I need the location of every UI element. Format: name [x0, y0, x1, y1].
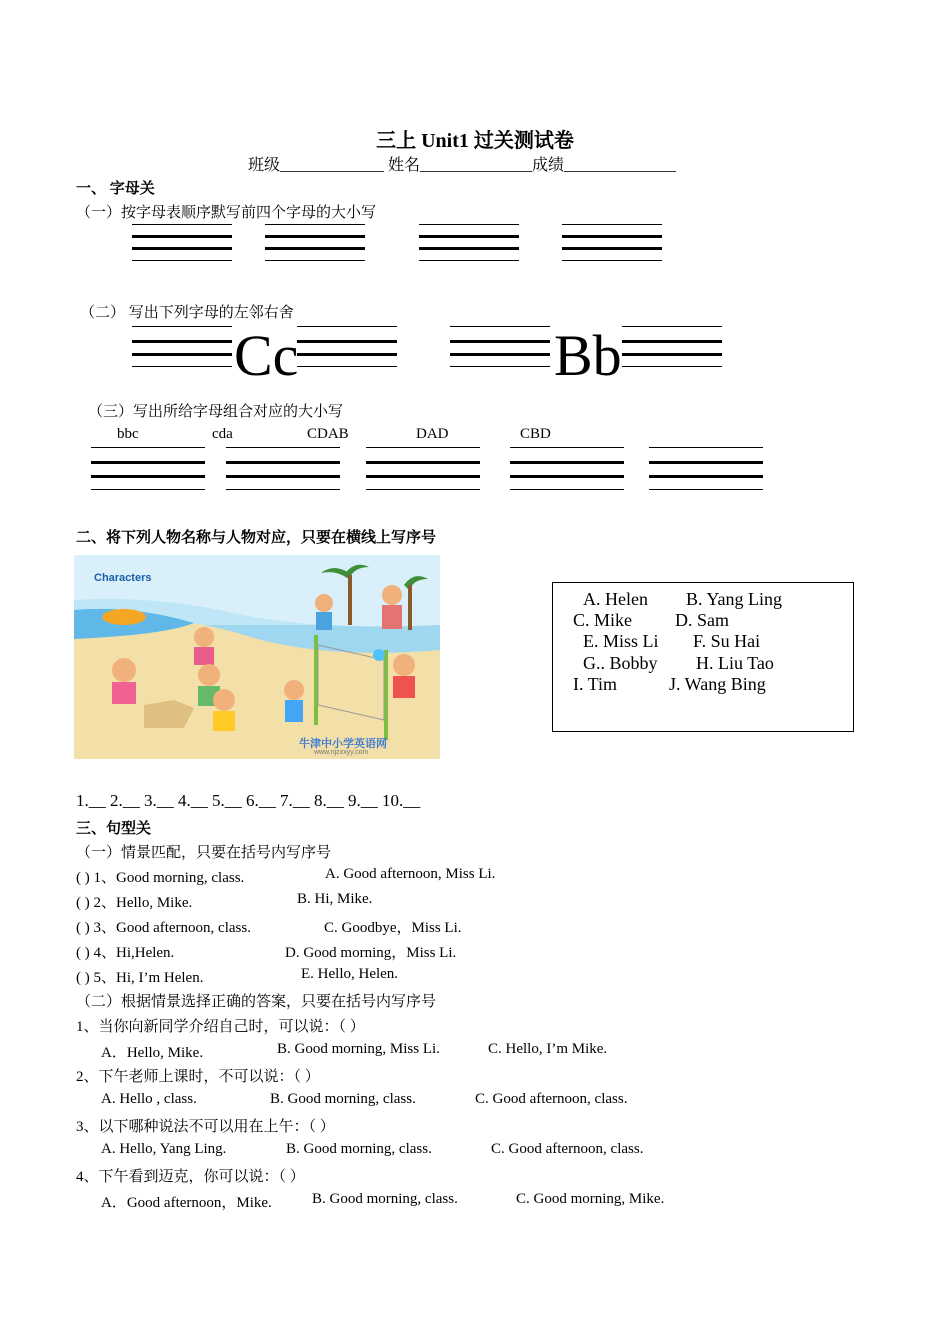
- q1-option-c: C. Hello, I’m Mike.: [488, 1041, 608, 1057]
- match-q5: ( ) 5、Hi, I’m Helen.: [76, 970, 204, 986]
- section3-title: 三、句型关: [76, 821, 152, 837]
- name-b: B. Yang Ling: [686, 589, 783, 609]
- combo-3: CDAB: [307, 426, 349, 442]
- answer-blanks: 1.__ 2.__ 3.__ 4.__ 5.__ 6.__ 7.__ 8.__ 9.__ 10.__: [76, 791, 421, 810]
- q2-option-b: B. Good morning, class.: [270, 1091, 416, 1107]
- match-a4: D. Good morning，Miss Li.: [285, 945, 457, 961]
- name-c: C. Mike: [573, 610, 633, 630]
- letter-cc: Cc: [234, 323, 299, 388]
- question-1: 1、当你向新同学介绍自己时，可以说：（ ）: [76, 1019, 365, 1035]
- q2-option-c: C. Good afternoon, class.: [475, 1091, 628, 1107]
- picture-watermark: 牛津中小学英语网: [299, 738, 387, 750]
- q1-option-b: B. Good morning, Miss Li.: [277, 1041, 440, 1057]
- match-q1: ( ) 1、Good morning, class.: [76, 870, 245, 886]
- names-box: [552, 582, 854, 732]
- class-blank: _____________: [280, 157, 385, 174]
- name-i: I. Tim: [573, 674, 618, 694]
- q4-option-a: A．Good afternoon，Mike.: [101, 1195, 272, 1211]
- q4-option-b: B. Good morning, class.: [312, 1191, 458, 1207]
- letter-bb: Bb: [554, 323, 622, 388]
- q3-option-c: C. Good afternoon, class.: [491, 1141, 644, 1157]
- match-a5: E. Hello, Helen.: [301, 966, 399, 982]
- match-q3: ( ) 3、Good afternoon, class.: [76, 920, 251, 936]
- name-a: A. Helen: [583, 589, 648, 609]
- q4-option-c: C. Good morning, Mike.: [516, 1191, 665, 1207]
- question-4: 4、下午看到迈克，你可以说：（ ）: [76, 1169, 305, 1185]
- beach-scene-illustration: [74, 555, 440, 759]
- section1-title: 一、 字母关: [76, 181, 155, 197]
- q3-option-b: B. Good morning, class.: [286, 1141, 432, 1157]
- combo-2: cda: [212, 426, 233, 442]
- name-e: E. Miss Li: [583, 631, 659, 651]
- name-f: F. Su Hai: [693, 631, 761, 651]
- name-blank: ______________: [420, 157, 533, 174]
- q3-option-a: A. Hello, Yang Ling.: [101, 1141, 227, 1157]
- section3-part1: （一）情景匹配，只要在括号内写序号: [76, 845, 332, 861]
- name-h: H. Liu Tao: [696, 653, 774, 673]
- question-3: 3、以下哪种说法不可以用在上午：（ ）: [76, 1119, 335, 1135]
- name-j: J. Wang Bing: [669, 674, 766, 694]
- score-label: 成绩: [532, 157, 565, 174]
- section3-part2: （二）根据情景选择正确的答案，只要在括号内写序号: [76, 994, 437, 1010]
- combo-5: CBD: [520, 426, 551, 442]
- characters-picture: [74, 555, 440, 759]
- combo-1: bbc: [117, 426, 139, 442]
- q2-option-a: A. Hello , class.: [101, 1091, 197, 1107]
- header-line: [248, 152, 676, 175]
- picture-label: Characters: [94, 572, 152, 584]
- page-title: 三上 Unit1 过关测试卷: [376, 130, 574, 152]
- name-label: 姓名: [388, 157, 421, 174]
- class-label: 班级: [248, 157, 281, 174]
- q1-option-a: A．Hello, Mike.: [101, 1045, 204, 1061]
- question-2: 2、下午老师上课时，不可以说：（ ）: [76, 1069, 320, 1085]
- match-q4: ( ) 4、Hi,Helen.: [76, 945, 175, 961]
- combo-4: DAD: [416, 426, 449, 442]
- match-a1: A. Good afternoon, Miss Li.: [325, 866, 496, 882]
- name-g: G.. Bobby: [583, 653, 658, 673]
- match-a2: B. Hi, Mike.: [297, 891, 373, 907]
- section1-part1: （一）按字母表顺序默写前四个字母的大小写: [76, 205, 377, 221]
- section2-title: 二、将下列人物名称与人物对应，只要在横线上写序号: [76, 530, 437, 546]
- section1-part2: （二） 写出下列字母的左邻右舍: [80, 305, 294, 321]
- score-blank: ______________: [564, 157, 677, 174]
- name-d: D. Sam: [675, 610, 729, 630]
- picture-watermark-url: www.njzxxyy.com: [314, 749, 369, 756]
- match-q2: ( ) 2、Hello, Mike.: [76, 895, 193, 911]
- section1-part3: （三）写出所给字母组合对应的大小写: [88, 404, 344, 420]
- match-a3: C. Goodbye，Miss Li.: [324, 920, 462, 936]
